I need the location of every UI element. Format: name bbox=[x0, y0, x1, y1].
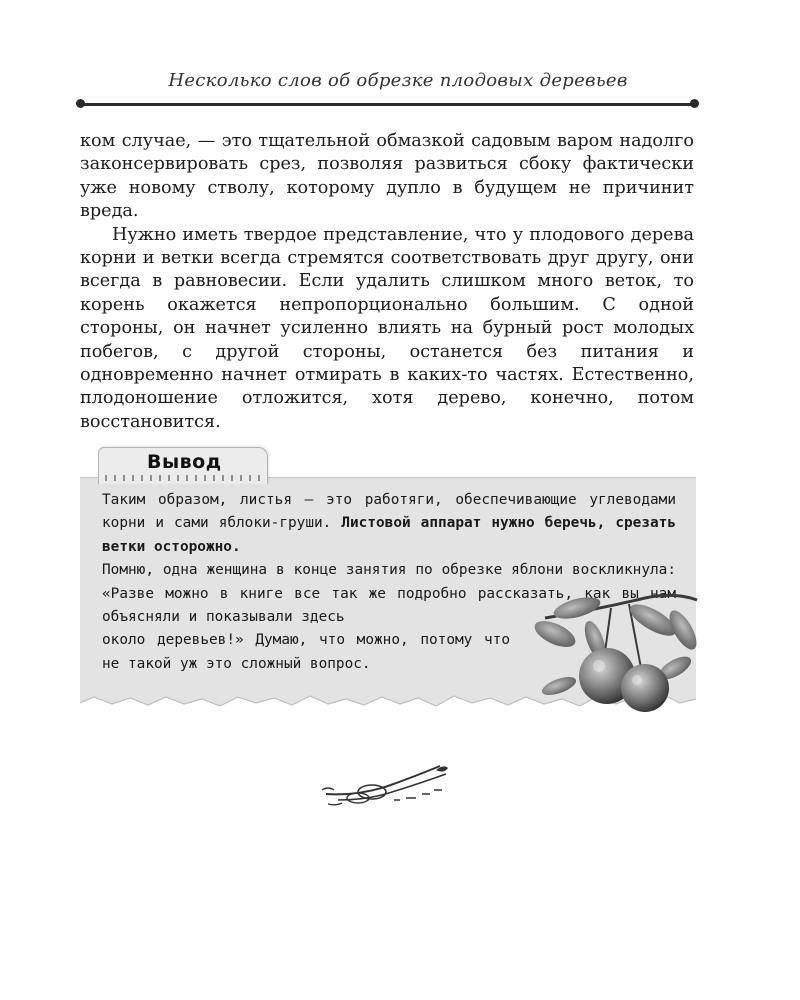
apple-branch-icon bbox=[525, 590, 705, 720]
paragraph-1: ком случае, — это тщательной обмазкой садовым варом надолго законсервировать срез, позволяя развиться сбоку фактически уже новому стволу, которому дупло в будущем не причинит вреда. bbox=[80, 131, 694, 222]
conclusion-bold-text: Листовой аппарат нужно беречь, срезать ветки осторожно. bbox=[102, 515, 676, 555]
running-head: Несколько слов об обрезке плодовых деревьев bbox=[168, 70, 628, 91]
header-rule bbox=[80, 103, 694, 106]
conclusion-quote-text: Помню, одна женщина в конце занятия по обрезке яблони воскликнула: «Разве можно в книге все так же подробно рассказать, как вы нам объясняли и показывали здесь bbox=[102, 562, 676, 626]
conclusion-tab bbox=[98, 447, 268, 484]
rule-dot-left bbox=[76, 99, 85, 108]
rule-dot-right bbox=[690, 99, 699, 108]
tab-stitches bbox=[105, 475, 261, 481]
garden-shears-icon bbox=[318, 760, 452, 810]
conclusion-paragraph-1 bbox=[102, 489, 676, 559]
paragraph-2: Нужно иметь твердое представление, что у плодового дерева корни и ветки всегда стремятся соответствовать друг другу, они всегда в равновесии. Если удалить слишком много веток, то корень окажется непропорционально большим. С одной стороны, он начнет усиленно влиять на бурный рост молодых побегов, с другой стороны, останется без питания и одновременно начнет отмирать в каких-то частях. Естественно, плодоношение отложится, хотя дерево, конечно, потом восстановится. bbox=[80, 224, 694, 432]
body-text bbox=[80, 130, 694, 434]
conclusion-plain-text: Таким образом, листья — это работяги, обеспечивающие углеводами корни и сами яблоки-груши. bbox=[102, 492, 676, 532]
conclusion-tab-label: Вывод bbox=[147, 451, 222, 473]
conclusion-closing-text: около деревьев!» Думаю, что можно, потому что не такой уж это сложный вопрос. bbox=[102, 632, 510, 672]
